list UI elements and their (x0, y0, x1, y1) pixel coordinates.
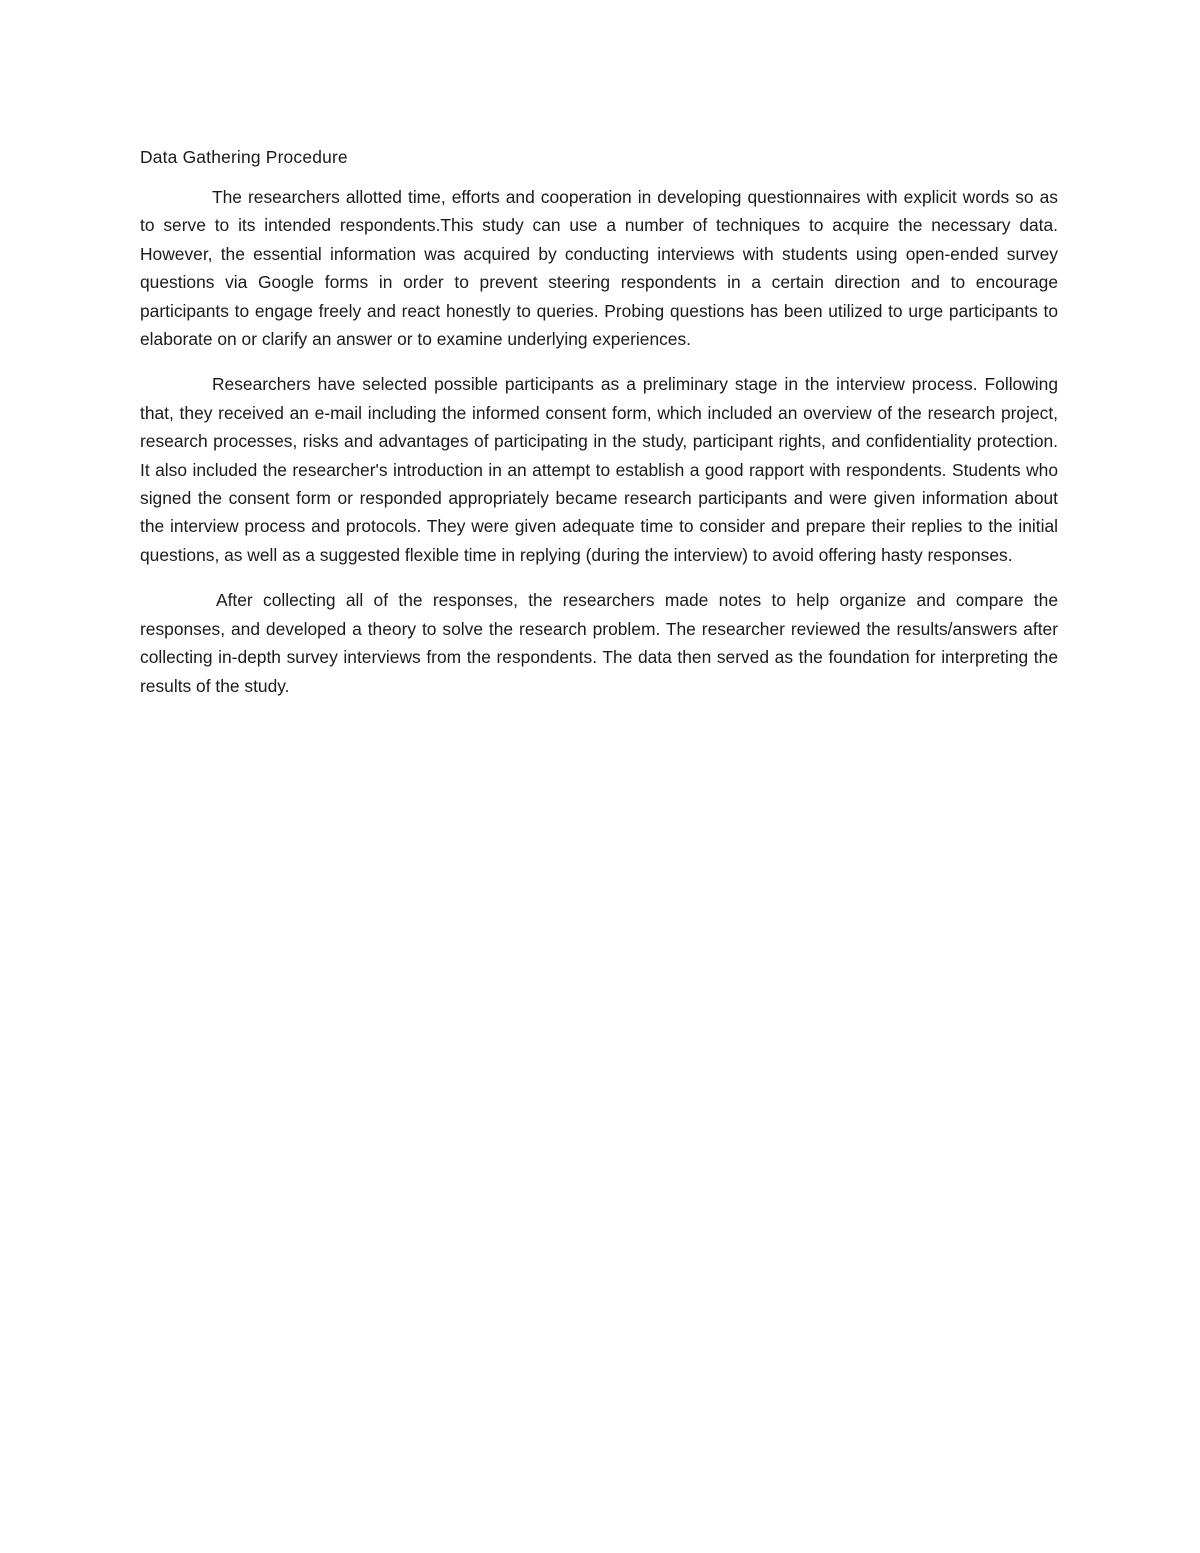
document-body (140, 143, 1058, 717)
paragraph-analysis: After collecting all of the responses, the researchers made notes to help organize and compare the responses, and developed a theory to solve the research problem. The researcher reviewed the results/answers after collecting in-depth survey interviews from the respondents. The data then served as the foundation for interpreting the results of the study. (140, 590, 1058, 696)
section-heading: Data Gathering Procedure (140, 147, 348, 167)
paragraph-participant-selection: Researchers have selected possible participants as a preliminary stage in the interview process. Following that, they received an e-mail including the informed consent form, which included an overview of the research project, research processes, risks and advantages of participating in the study, participant rights, and confidentiality protection. It also included the researcher's introduction in an attempt to establish a good rapport with respondents. Students who signed the consent form or responded appropriately became research participants and were given information about the interview process and protocols. They were given adequate time to consider and prepare their replies to the initial questions, as well as a suggested flexible time in replying (during the interview) to avoid offering hasty responses. (140, 374, 1058, 565)
paragraph-data-gathering: The researchers allotted time, efforts and cooperation in developing questionnaires with explicit words so as to serve to its intended respondents.This study can use a number of techniques to acquire the necessary data. However, the essential information was acquired by conducting interviews with students using open-ended survey questions via Google forms in order to prevent steering respondents in a certain direction and to encourage participants to engage freely and react honestly to queries. Probing questions has been utilized to urge participants to elaborate on or clarify an answer or to examine underlying experiences. (140, 187, 1058, 350)
